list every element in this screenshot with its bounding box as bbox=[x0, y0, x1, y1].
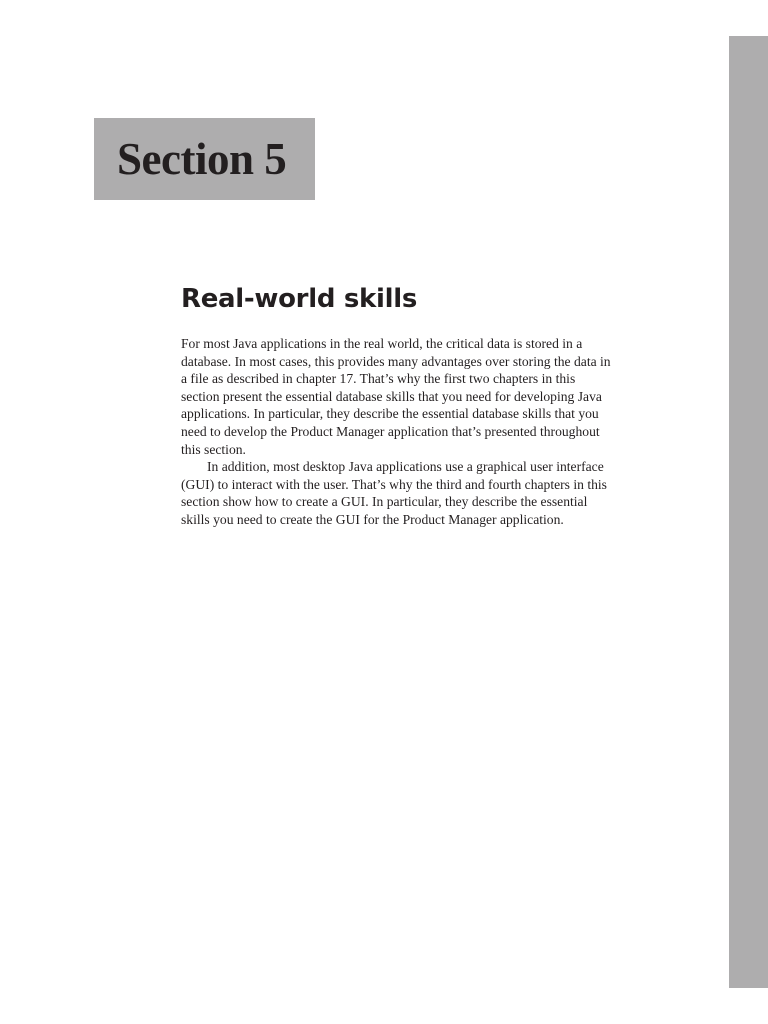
section-title: Section 5 bbox=[117, 133, 287, 184]
paragraph-2: In addition, most desktop Java applications use a graphical user interface (GUI) to interact with the user. That’s why the third and fourth chapters in this section show how to create a GUI. In particular, they describe the essential skills you need to create the GUI for the Product Manager application. bbox=[181, 459, 607, 527]
page-edge-tab bbox=[729, 36, 768, 988]
section-heading: Real-world skills bbox=[181, 284, 418, 314]
section-label-box bbox=[94, 118, 315, 200]
paragraph-1: For most Java applications in the real world, the critical data is stored in a database. In most cases, this provides many advantages over storing the data in a file as described in chapter 17. That’s why the first two chapters in this section present the essential database skills that you need for developing Java applications. In particular, they describe the essential database skills that you need to develop the Product Manager application that’s presented throughout this section. bbox=[181, 336, 611, 457]
intro-text bbox=[181, 335, 613, 529]
